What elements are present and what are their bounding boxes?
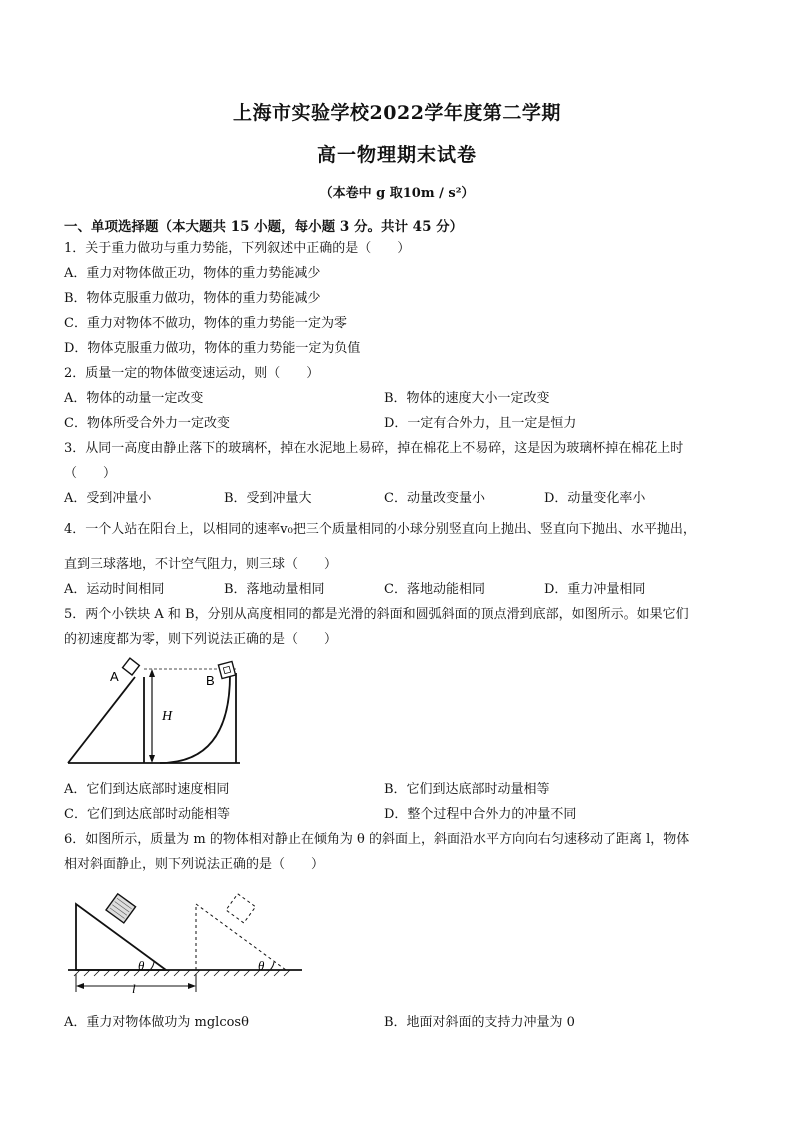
label-theta-1: θ [138, 958, 145, 973]
q1-option-c: C．重力对物体不做功，物体的重力势能一定为零 [64, 316, 347, 331]
q1-stem: 1．关于重力做功与重力势能，下列叙述中正确的是（ ） [64, 241, 411, 256]
wedge-end [196, 904, 286, 970]
q4-option-a: A．运动时间相同 [64, 582, 165, 597]
q5-stem: 5．两个小铁块 A 和 B，分别从高度相同的都是光滑的斜面和圆弧斜面的顶点滑到底部，如图所示。如果它们 [64, 607, 689, 622]
label-l: l [132, 981, 136, 996]
q3-stem: 3．从同一高度由静止落下的玻璃杯，掉在水泥地上易碎，掉在棉花上不易碎，这是因为玻璃杯掉在棉花上时 [64, 441, 684, 456]
label-a: A [110, 669, 119, 684]
q4-option-b: B．落地动量相同 [224, 582, 325, 597]
q5-option-b: B．它们到达底部时动量相等 [384, 782, 550, 797]
arrow-left-icon [76, 983, 84, 989]
q4-stem-cont: 直到三球落地，不计空气阻力，则三球（ ） [64, 557, 338, 572]
q4-stem: 4．一个人站在阳台上，以相同的速率v₀把三个质量相同的小球分别竖直向上抛出、竖直向下抛出、水平抛出， [64, 522, 696, 537]
angle-arc-2 [270, 962, 274, 970]
q5-option-a: A．它们到达底部时速度相同 [64, 782, 230, 797]
q5-option-d: D．整个过程中合外力的冲量不同 [384, 807, 577, 822]
q1-option-d: D．物体克服重力做功，物体的重力势能一定为负值 [64, 341, 361, 356]
q3-option-d: D．动量变化率小 [544, 491, 646, 506]
q6-figure [62, 890, 312, 1000]
q3-option-b: B．受到冲量大 [224, 491, 312, 506]
label-b: B [206, 673, 215, 688]
page-subtitle: 高一物理期末试卷 [316, 144, 477, 166]
q4-option-c: C．落地动能相同 [384, 582, 485, 597]
gravity-note: （本卷中 g 取10m / s²） [319, 186, 475, 201]
q3-stem-cont: （ ） [64, 466, 117, 481]
q2-option-b: B．物体的速度大小一定改变 [384, 391, 550, 406]
q2-stem: 2．质量一定的物体做变速运动，则（ ） [64, 366, 320, 381]
label-theta-2: θ [258, 958, 265, 973]
q5-stem-cont: 的初速度都为零，则下列说法正确的是（ ） [64, 632, 338, 647]
q6-option-b: B．地面对斜面的支持力冲量为 0 [384, 1015, 575, 1030]
incline-slope [68, 677, 135, 763]
label-h: H [162, 709, 173, 724]
angle-arc-1 [150, 962, 154, 970]
q2-option-a: A．物体的动量一定改变 [64, 391, 204, 406]
block-a [123, 658, 140, 675]
block-b [218, 661, 235, 678]
height-arrow-bottom-icon [149, 755, 155, 763]
q6-stem: 6．如图所示，质量为 m 的物体相对静止在倾角为 θ 的斜面上，斜面沿水平方向向右匀速移动了距离 l，物体 [64, 832, 690, 847]
q1-option-a: A．重力对物体做正功，物体的重力势能减少 [64, 266, 321, 281]
block-m [106, 894, 136, 923]
arrow-right-icon [188, 983, 196, 989]
q3-option-a: A．受到冲量小 [64, 491, 152, 506]
q4-option-d: D．重力冲量相同 [544, 582, 646, 597]
q3-option-c: C．动量改变量小 [384, 491, 485, 506]
q1-option-b: B．物体克服重力做功，物体的重力势能减少 [64, 291, 321, 306]
q2-option-c: C．物体所受合外力一定改变 [64, 416, 230, 431]
q2-option-d: D．一定有合外力，且一定是恒力 [384, 416, 577, 431]
q6-option-a: A．重力对物体做功为 mglcosθ [64, 1015, 249, 1030]
q6-stem-cont: 相对斜面静止，则下列说法正确的是（ ） [64, 857, 325, 872]
q5-figure [60, 655, 260, 770]
section-heading: 一、单项选择题（本大题共 15 小题，每小题 3 分。共计 45 分） [64, 219, 464, 235]
page-title: 上海市实验学校2022学年度第二学期 [233, 102, 561, 124]
q5-option-c: C．它们到达底部时动能相等 [64, 807, 230, 822]
height-arrow-top-icon [149, 669, 155, 677]
block-m-dashed [226, 894, 256, 923]
